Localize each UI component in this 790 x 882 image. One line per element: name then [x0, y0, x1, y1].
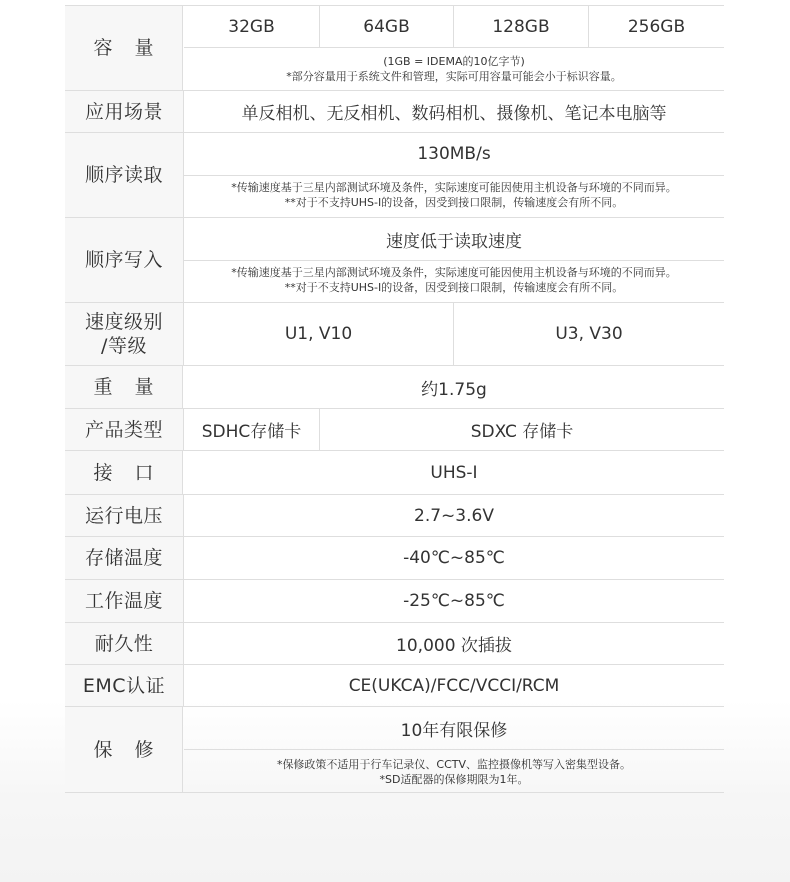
capacity-row — [65, 5, 724, 91]
operating-temp-label: 工作温度 — [65, 580, 184, 622]
emc-value: CE(UKCA)/FCC/VCCI/RCM — [348, 675, 560, 696]
durability-label: 耐久性 — [65, 623, 184, 664]
interface-label: 接 口 — [65, 451, 183, 494]
read-row — [65, 133, 724, 218]
capacity-label: 容 量 — [65, 6, 183, 90]
speed-class-left: U1, V10 — [284, 324, 353, 344]
durability-value: 10,000 次插拔 — [396, 636, 512, 656]
weight-label: 重 量 — [65, 366, 183, 408]
type-right: SDXC 存储卡 — [470, 422, 574, 442]
read-value: 130MB/s — [417, 144, 491, 164]
warranty-row — [65, 707, 724, 793]
interface-value: UHS-I — [430, 462, 478, 483]
type-left: SDHC存储卡 — [201, 422, 302, 442]
write-note-2: **对于不支持UHS-I的设备，因受到接口限制，传输速度会有所不同。 — [284, 281, 624, 294]
capacity-64gb: 64GB — [363, 16, 410, 37]
read-label: 顺序读取 — [65, 133, 184, 217]
read-note-2: **对于不支持UHS-I的设备，因受到接口限制，传输速度会有所不同。 — [284, 196, 624, 209]
speed-class-label-line2: /等级 — [101, 335, 147, 357]
warranty-value: 10年有限保修 — [400, 720, 508, 741]
type-row — [65, 409, 724, 451]
interface-row — [65, 451, 724, 495]
operating-temp-row — [65, 580, 724, 623]
usage-label: 应用场景 — [65, 91, 184, 132]
capacity-128gb: 128GB — [492, 16, 550, 37]
read-note-1: *传输速度基于三星内部测试环境及条件，实际速度可能因使用主机设备与环境的不同而异。 — [231, 181, 677, 194]
voltage-label: 运行电压 — [65, 495, 184, 536]
usage-value: 单反相机、无反相机、数码相机、摄像机、笔记本电脑等 — [241, 104, 667, 124]
write-note-1: *传输速度基于三星内部测试环境及条件，实际速度可能因使用主机设备与环境的不同而异。 — [231, 266, 677, 279]
speed-class-right: U3, V30 — [555, 324, 623, 344]
weight-value: 约1.75g — [421, 379, 487, 400]
capacity-256gb: 256GB — [627, 16, 686, 37]
warranty-label: 保 修 — [65, 707, 183, 792]
capacity-32gb: 32GB — [228, 16, 275, 37]
speed-class-label-line1: 速度级别 — [84, 311, 163, 333]
voltage-row — [65, 495, 724, 537]
type-label: 产品类型 — [65, 409, 184, 450]
capacity-note-2: *部分容量用于系统文件和管理，实际可用容量可能会小于标识容量。 — [286, 70, 622, 83]
write-row — [65, 218, 724, 303]
capacity-note-1: (1GB = IDEMA的10亿字节) — [383, 55, 525, 68]
speed-class-label — [65, 303, 184, 365]
speed-class-row — [65, 303, 724, 366]
write-value: 速度低于读取速度 — [386, 231, 522, 252]
storage-temp-value: -40℃~85℃ — [403, 548, 505, 568]
durability-row — [65, 623, 724, 665]
storage-temp-label: 存储温度 — [65, 537, 184, 579]
warranty-note-1: *保修政策不适用于行车记录仪、CCTV、监控摄像机等写入密集型设备。 — [276, 758, 632, 771]
operating-temp-value: -25℃~85℃ — [403, 591, 505, 611]
emc-row — [65, 665, 724, 707]
write-label: 顺序写入 — [65, 218, 184, 302]
voltage-value: 2.7~3.6V — [414, 505, 494, 526]
emc-label: EMC认证 — [65, 665, 184, 706]
warranty-note-2: *SD适配器的保修期限为1年。 — [379, 773, 529, 786]
storage-temp-row — [65, 537, 724, 580]
weight-row — [65, 366, 724, 409]
usage-row — [65, 91, 724, 133]
